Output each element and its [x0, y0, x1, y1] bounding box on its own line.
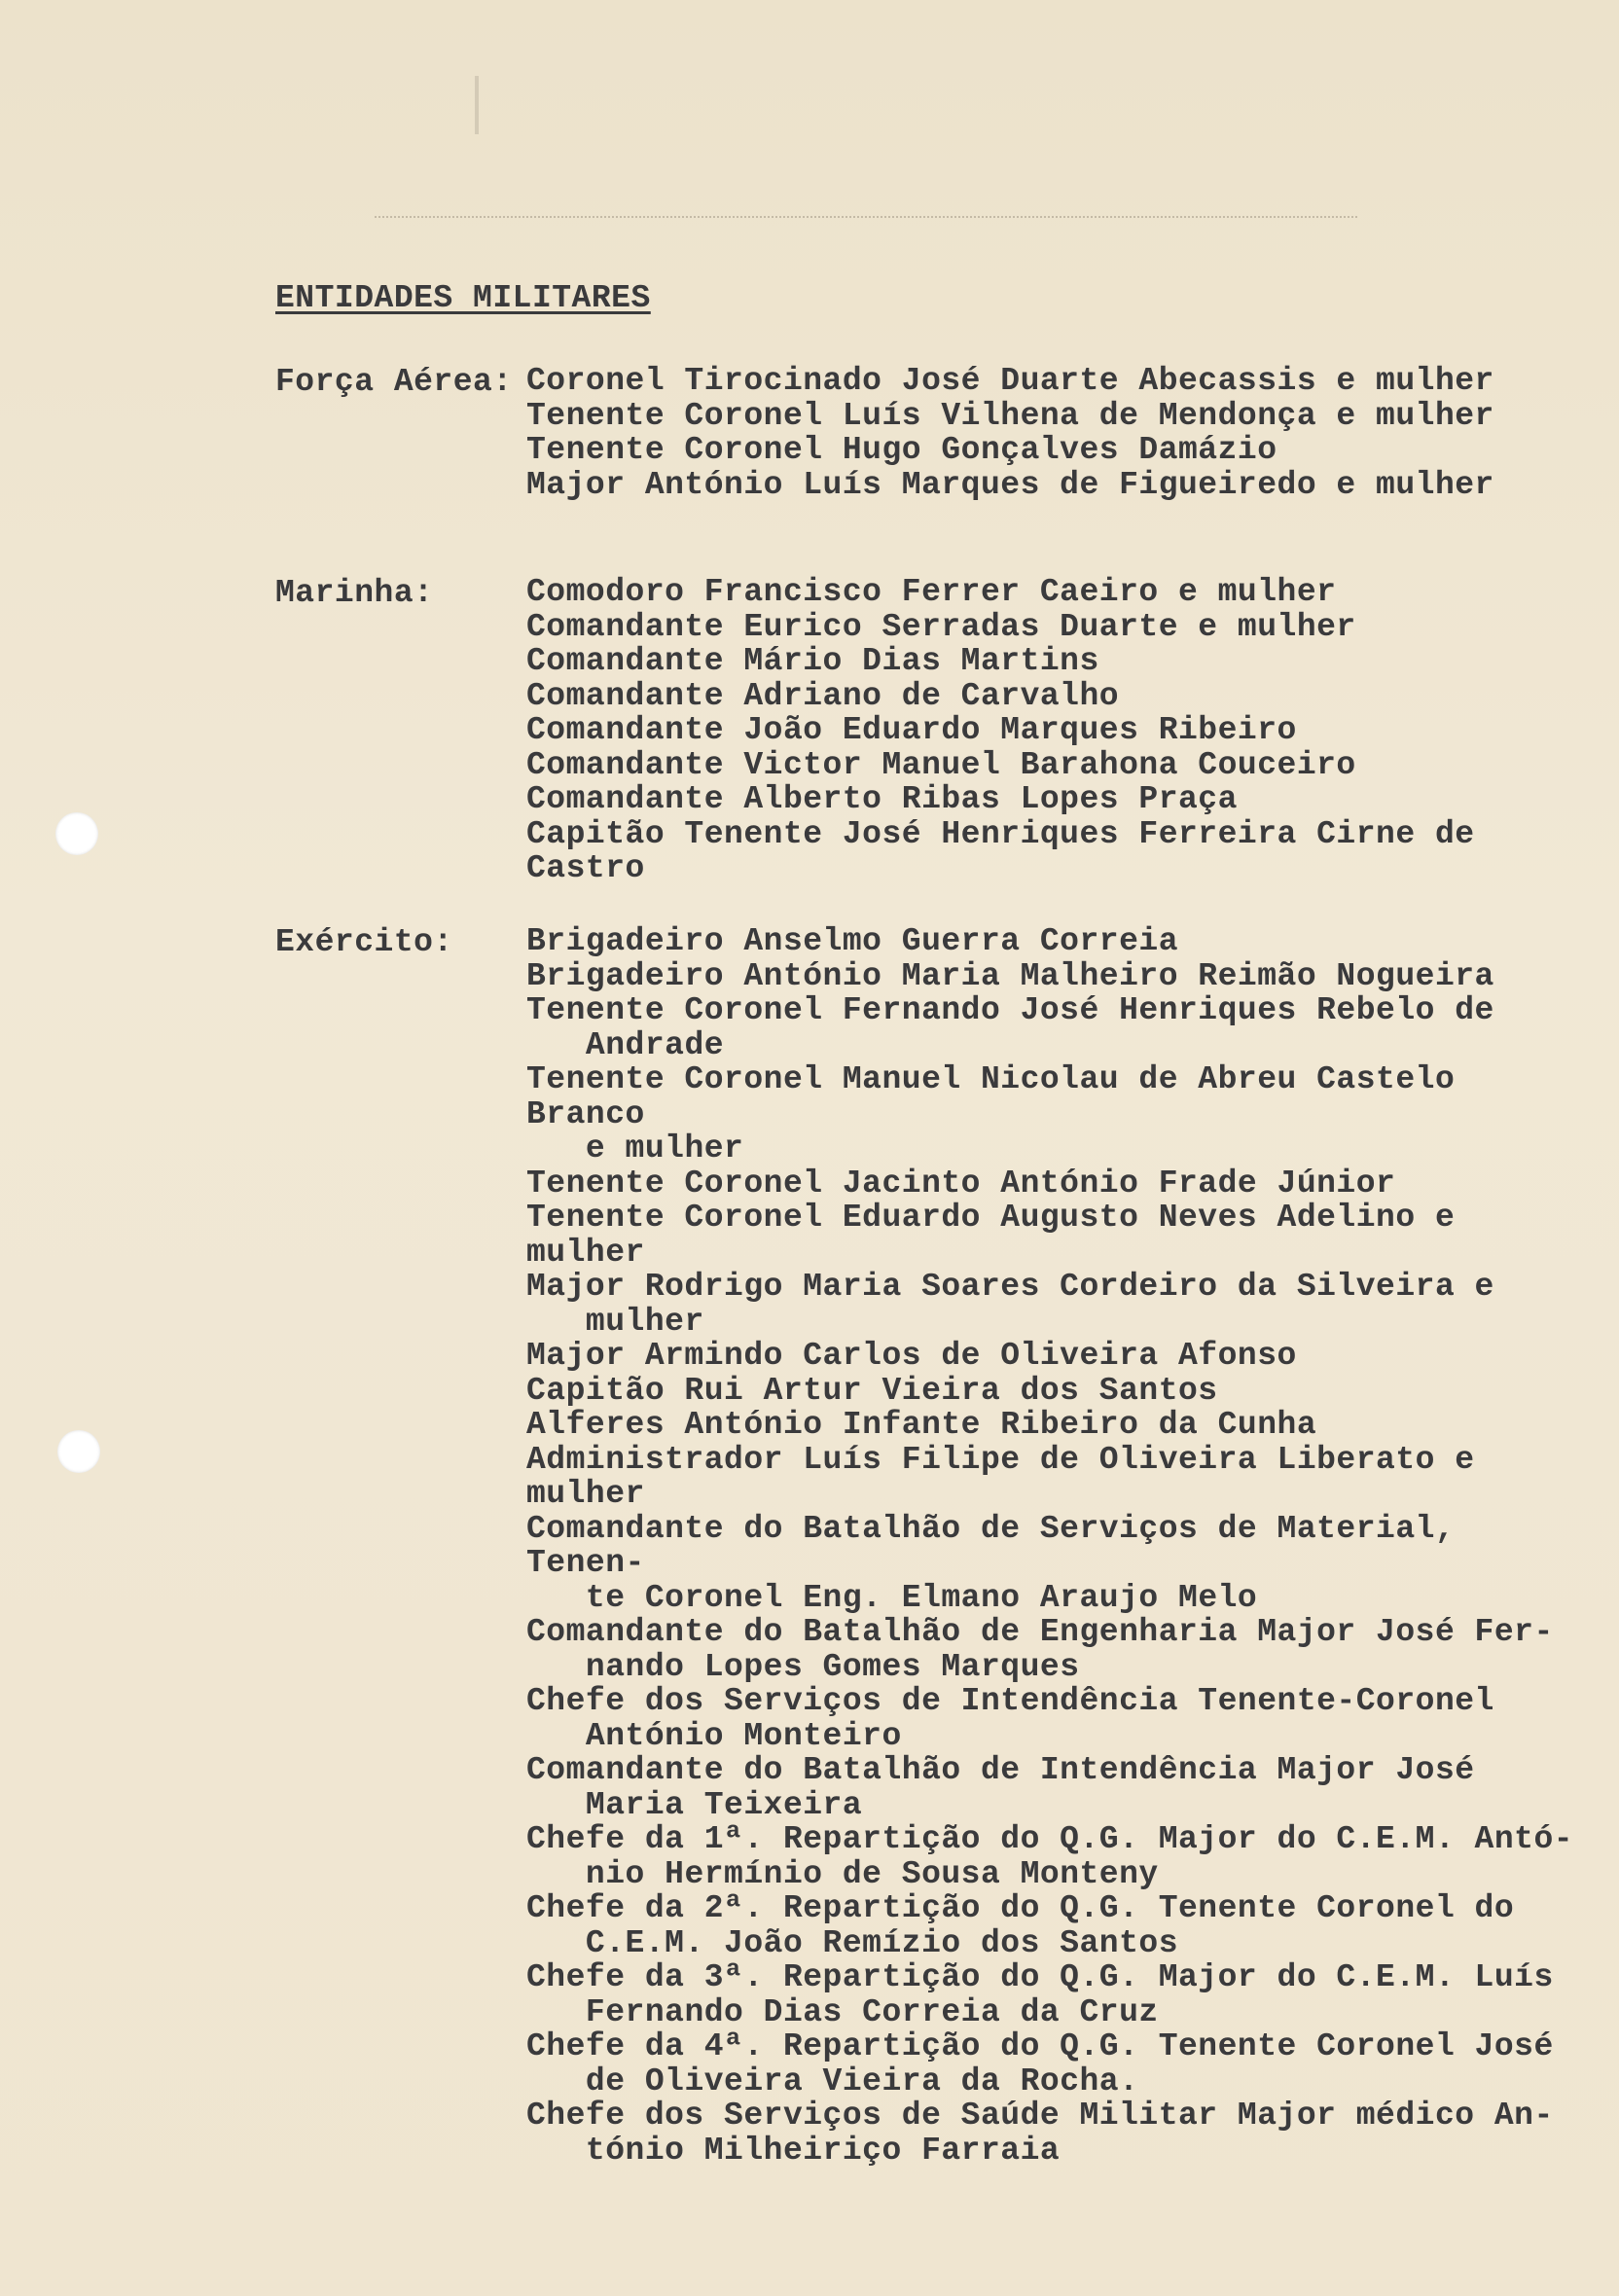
- list-item: Major Armindo Carlos de Oliveira Afonso: [526, 1338, 1297, 1374]
- list-item: Capitão Rui Artur Vieira dos Santos: [526, 1372, 1218, 1409]
- list-item: Administrador Luís Filipe de Oliveira Liberato e mulher: [526, 1441, 1494, 1512]
- list-item: Brigadeiro António Maria Malheiro Reimão Nogueira: [526, 957, 1494, 994]
- list-item: Comandante do Batalhão de Intendência Major José Maria Teixeira: [526, 1752, 1475, 1823]
- list-item: Chefe dos Serviços de Intendência Tenente-Coronel António Monteiro: [526, 1683, 1494, 1754]
- entry-list: [526, 575, 1587, 886]
- list-item: Chefe da 4ª. Repartição do Q.G. Tenente Coronel José de Oliveira Vieira da Rocha.: [526, 2028, 1554, 2099]
- list-item: Comodoro Francisco Ferrer Caeiro e mulher: [526, 574, 1337, 610]
- punch-hole-bottom: [57, 1430, 100, 1473]
- list-item: Comandante Adriano de Carvalho: [526, 677, 1120, 714]
- list-item: Chefe da 3ª. Repartição do Q.G. Major do C.E.M. Luís Fernando Dias Correia da Cruz: [526, 1959, 1554, 2030]
- list-item: Comandante João Eduardo Marques Ribeiro: [526, 712, 1297, 748]
- entry-list: [526, 924, 1587, 2168]
- list-item: Chefe da 1ª. Repartição do Q.G. Major do C.E.M. Antó- nio Hermínio de Sousa Monteny: [526, 1821, 1574, 1892]
- list-item: Tenente Coronel Manuel Nicolau de Abreu Castelo Branco e mulher: [526, 1061, 1456, 1166]
- list-item: Major Rodrigo Maria Soares Cordeiro da Silveira e mulher: [526, 1269, 1494, 1340]
- list-item: Comandante do Batalhão de Engenharia Major José Fer- nando Lopes Gomes Marques: [526, 1614, 1554, 1685]
- page-heading: ENTIDADES MILITARES: [275, 280, 651, 316]
- list-item: Chefe dos Serviços de Saúde Militar Major médico An- tónio Milheiriço Farraia: [526, 2098, 1554, 2169]
- list-item: Capitão Tenente José Henriques Ferreira Cirne de Castro: [526, 815, 1494, 886]
- list-item: Comandante Victor Manuel Barahona Couceiro: [526, 746, 1356, 783]
- list-item: Major António Luís Marques de Figueiredo e mulher: [526, 466, 1494, 503]
- list-item: Comandante do Batalhão de Serviços de Material, Tenen- te Coronel Eng. Elmano Araujo Melo: [526, 1510, 1456, 1616]
- list-item: Brigadeiro Anselmo Guerra Correia: [526, 923, 1179, 959]
- list-item: Tenente Coronel Fernando José Henriques Rebelo de Andrade: [526, 992, 1494, 1063]
- list-item: Coronel Tirocinado José Duarte Abecassis e mulher: [526, 363, 1494, 399]
- list-item: Comandante Mário Dias Martins: [526, 643, 1099, 679]
- section-label: Marinha:: [275, 575, 434, 611]
- punch-hole-top: [55, 812, 98, 855]
- list-item: Chefe da 2ª. Repartição do Q.G. Tenente Coronel do C.E.M. João Remízio dos Santos: [526, 1890, 1515, 1961]
- list-item: Comandante Alberto Ribas Lopes Praça: [526, 781, 1238, 817]
- page-mark: [475, 76, 479, 134]
- section-label: Força Aérea:: [275, 364, 513, 400]
- section-label: Exército:: [275, 924, 453, 960]
- dotted-rule: [375, 216, 1357, 218]
- list-item: Tenente Coronel Hugo Gonçalves Damázio: [526, 432, 1277, 468]
- list-item: Tenente Coronel Jacinto António Frade Júnior: [526, 1165, 1396, 1202]
- entry-list: [526, 364, 1587, 502]
- list-item: Tenente Coronel Luís Vilhena de Mendonça e mulher: [526, 397, 1494, 434]
- list-item: Tenente Coronel Eduardo Augusto Neves Adelino e mulher: [526, 1200, 1475, 1271]
- list-item: Comandante Eurico Serradas Duarte e mulher: [526, 608, 1356, 645]
- list-item: Alferes António Infante Ribeiro da Cunha: [526, 1407, 1317, 1443]
